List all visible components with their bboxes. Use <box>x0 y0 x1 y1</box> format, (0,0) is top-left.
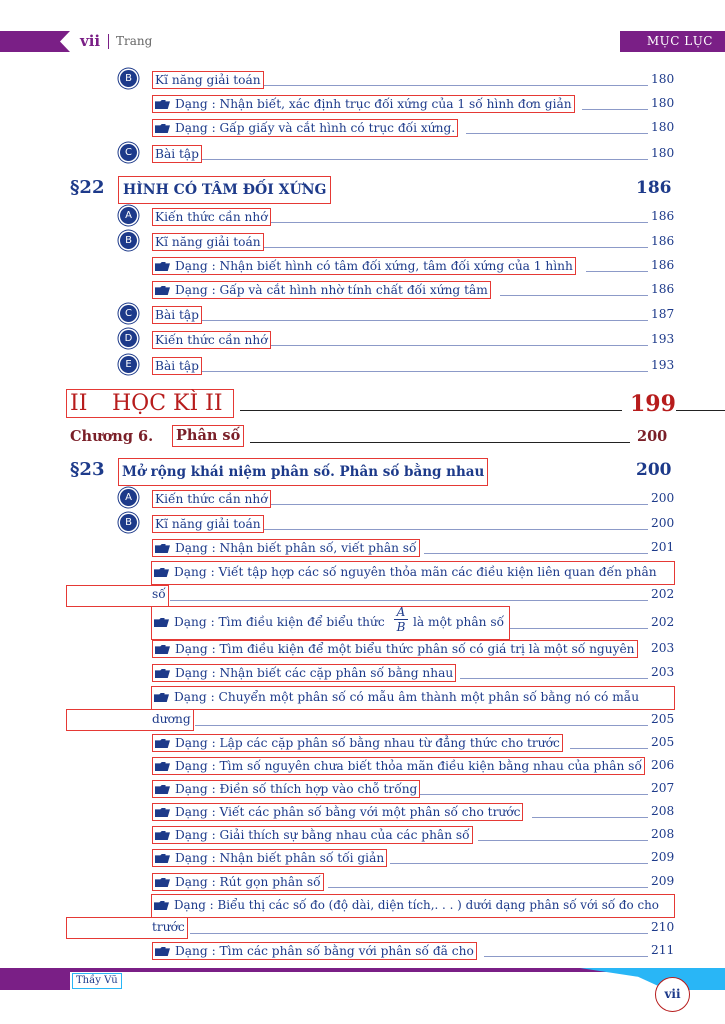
chapter-leader <box>250 442 630 443</box>
entry-link[interactable] <box>152 803 523 821</box>
folder-icon <box>154 901 169 910</box>
chapter-page: 200 <box>637 428 668 445</box>
entry-link[interactable] <box>152 281 491 299</box>
entry-page: 186 <box>651 234 675 248</box>
footer-left-block <box>0 968 70 990</box>
entry-text: Dạng : Điền số thích hợp vào chỗ trống <box>175 782 418 796</box>
entry-link[interactable]: Bài tập <box>152 306 202 324</box>
dot-leader <box>586 271 648 272</box>
section-number: §23 <box>70 459 105 480</box>
footer-author: Thầy Vũ <box>72 973 122 989</box>
entry-link[interactable]: Bài tập <box>152 357 202 375</box>
entry-text: Dạng : Nhận biết phân số, viết phân số <box>175 541 417 555</box>
part-leader-tail <box>676 410 725 411</box>
entry-page: 209 <box>651 850 675 864</box>
entry-text-continued: trước <box>152 920 185 934</box>
dot-leader <box>500 295 648 296</box>
entry-page: 209 <box>651 874 675 888</box>
dot-leader <box>478 840 648 841</box>
entry-link[interactable]: Kiến thức cần nhớ <box>152 331 271 349</box>
folder-icon <box>155 854 170 863</box>
marker-D-icon: D <box>120 330 137 347</box>
dot-leader <box>264 529 648 530</box>
dot-leader <box>510 628 648 629</box>
entry-text: Dạng : Viết các phân số bằng với một phân số cho trước <box>175 805 521 819</box>
entry-page: 186 <box>651 282 675 296</box>
entry-link[interactable]: Kĩ năng giải toán <box>152 515 264 533</box>
entry-link[interactable] <box>152 640 638 658</box>
folder-icon <box>155 262 170 271</box>
entry-page: 180 <box>651 96 675 110</box>
folder-icon <box>155 544 170 553</box>
dot-leader <box>202 371 648 372</box>
part-title: HỌC KÌ II <box>112 391 223 416</box>
entry-link[interactable] <box>152 826 473 844</box>
dot-leader <box>170 600 648 601</box>
entry-text: Dạng : Tìm điều kiện để biểu thức <box>174 615 385 629</box>
entry-page: 180 <box>651 146 675 160</box>
entry-text-after: là một phân số <box>413 615 505 629</box>
folder-icon <box>154 618 169 627</box>
folder-icon <box>155 100 170 109</box>
entry-page: 208 <box>651 827 675 841</box>
dot-leader <box>532 817 648 818</box>
footer-page-number: vii <box>655 977 690 1012</box>
folder-icon <box>154 568 169 577</box>
entry-link[interactable] <box>152 849 387 867</box>
entry-text: Dạng : Viết tập hợp các số nguyên thỏa mãn các điều kiện liên quan đến phân <box>174 565 657 579</box>
marker-B-icon: B <box>120 70 137 87</box>
section-number: §22 <box>70 177 105 198</box>
fraction <box>394 605 408 634</box>
marker-C-icon: C <box>120 305 137 322</box>
entry-text-continued: dương <box>152 712 191 726</box>
entry-link[interactable]: Kiến thức cần nhớ <box>152 208 271 226</box>
dot-leader <box>484 956 648 957</box>
entry-link[interactable]: Kĩ năng giải toán <box>152 233 264 251</box>
dot-leader <box>264 85 648 86</box>
entry-link[interactable] <box>152 119 458 137</box>
entry-page: 206 <box>651 758 675 772</box>
entry-page: 203 <box>651 641 675 655</box>
folder-icon <box>155 669 170 678</box>
marker-A-icon: A <box>120 489 137 506</box>
part-page: 199 <box>630 391 676 417</box>
folder-icon <box>155 739 170 748</box>
entry-link[interactable] <box>152 257 576 275</box>
entry-link[interactable] <box>152 734 563 752</box>
entry-link[interactable] <box>152 664 456 682</box>
dot-leader <box>410 794 648 795</box>
folder-icon <box>155 124 170 133</box>
entry-page: 200 <box>651 491 675 505</box>
entry-text: Dạng : Giải thích sự bằng nhau của các phân số <box>175 828 470 842</box>
entry-link[interactable] <box>152 780 420 798</box>
dot-leader <box>202 320 648 321</box>
part-number: II <box>70 391 88 416</box>
entry-page: 205 <box>651 735 675 749</box>
entry-link[interactable] <box>152 95 575 113</box>
marker-C-icon: C <box>120 144 137 161</box>
dot-leader <box>466 133 648 134</box>
entry-page: 180 <box>651 72 675 86</box>
entry-text-continued: số <box>152 587 166 601</box>
entry-page: 180 <box>651 120 675 134</box>
dot-leader <box>270 222 648 223</box>
folder-icon <box>155 762 170 771</box>
entry-text: Dạng : Rút gọn phân số <box>175 875 321 889</box>
entry-page: 210 <box>651 920 675 934</box>
entry-text: Dạng : Biểu thị các số đo (độ dài, diện tích,. . . ) dưới dạng phân số với số đo cho <box>174 898 659 912</box>
section-page: 200 <box>636 460 672 480</box>
dot-leader <box>460 678 648 679</box>
entry-link[interactable]: Bài tập <box>152 145 202 163</box>
dot-leader <box>328 887 648 888</box>
marker-B-icon: B <box>120 232 137 249</box>
dot-leader <box>582 109 648 110</box>
dot-leader <box>570 748 648 749</box>
part-leader <box>240 410 622 411</box>
entry-page: 205 <box>651 712 675 726</box>
entry-text: Dạng : Lập các cặp phân số bằng nhau từ đẳng thức cho trước <box>175 736 560 750</box>
marker-B-icon: B <box>120 514 137 531</box>
entry-text: Dạng : Nhận biết, xác định trục đối xứng của 1 số hình đơn giản <box>175 97 572 111</box>
marker-A-icon: A <box>120 207 137 224</box>
entry-link[interactable]: Kiến thức cần nhớ <box>152 490 271 508</box>
entry-page: 193 <box>651 332 675 346</box>
folder-icon <box>155 831 170 840</box>
fraction-numerator: A <box>394 605 408 620</box>
dot-leader <box>390 863 648 864</box>
dot-leader <box>270 345 648 346</box>
folder-icon <box>155 878 170 887</box>
marker-E-icon: E <box>120 356 137 373</box>
section-link[interactable]: Mở rộng khái niệm phân số. Phân số bằng nhau <box>118 458 488 486</box>
header-page-number: vii <box>80 32 101 50</box>
dot-leader <box>202 159 648 160</box>
entry-text: Dạng : Gấp giấy và cắt hình có trục đối xứng. <box>175 121 456 135</box>
entry-page: 207 <box>651 781 675 795</box>
dot-leader <box>270 504 648 505</box>
entry-text: Dạng : Nhận biết phân số tối giản <box>175 851 385 865</box>
entry-page: 202 <box>651 587 675 601</box>
entry-page: 193 <box>651 358 675 372</box>
chapter-link[interactable]: Phân số <box>172 425 244 447</box>
footer-wave <box>580 968 725 990</box>
dot-leader <box>424 553 648 554</box>
dot-leader <box>264 247 648 248</box>
entry-link[interactable] <box>152 539 420 557</box>
entry-page: 208 <box>651 804 675 818</box>
page-header <box>0 31 725 52</box>
dot-leader <box>190 933 648 934</box>
section-page: 186 <box>636 178 672 198</box>
entry-text: Dạng : Nhận biết hình có tâm đối xứng, tâm đối xứng của 1 hình <box>175 259 573 273</box>
dot-leader <box>195 725 648 726</box>
entry-link[interactable]: Kĩ năng giải toán <box>152 71 264 89</box>
folder-icon <box>154 693 169 702</box>
entry-text: Dạng : Chuyển một phân số có mẫu âm thành một phân số bằng nó có mẫu <box>174 690 640 704</box>
header-label: Trang <box>116 34 153 48</box>
entry-page: 211 <box>651 943 675 957</box>
fraction-denominator: B <box>396 620 406 634</box>
folder-icon <box>155 645 170 654</box>
folder-icon <box>155 808 170 817</box>
entry-text: Dạng : Nhận biết các cặp phân số bằng nhau <box>175 666 454 680</box>
header-title: MỤC LỤC <box>646 34 713 48</box>
entry-page: 186 <box>651 209 675 223</box>
entry-link[interactable] <box>152 942 477 960</box>
entry-page: 202 <box>651 615 675 629</box>
entry-page: 200 <box>651 516 675 530</box>
entry-page: 186 <box>651 258 675 272</box>
entry-text: Dạng : Gấp và cắt hình nhờ tính chất đối xứng tâm <box>175 283 488 297</box>
chapter-label: Chương 6. <box>70 428 154 445</box>
header-separator <box>108 34 109 49</box>
entry-page: 187 <box>651 307 675 321</box>
folder-icon <box>155 785 170 794</box>
entry-text: Dạng : Tìm điều kiện để một biểu thức phân số có giá trị là một số nguyên <box>175 642 635 656</box>
entry-link[interactable] <box>152 757 645 775</box>
entry-page: 203 <box>651 665 675 679</box>
folder-icon <box>155 947 170 956</box>
section-link[interactable]: HÌNH CÓ TÂM ĐỐI XỨNG <box>118 176 331 204</box>
folder-icon <box>155 286 170 295</box>
entry-text: Dạng : Tìm các phân số bằng với phân số đã cho <box>175 944 474 958</box>
entry-text: Dạng : Tìm số nguyên chưa biết thỏa mãn điều kiện bằng nhau của phân số <box>175 759 642 773</box>
entry-page: 201 <box>651 540 675 554</box>
entry-link[interactable] <box>152 873 324 891</box>
